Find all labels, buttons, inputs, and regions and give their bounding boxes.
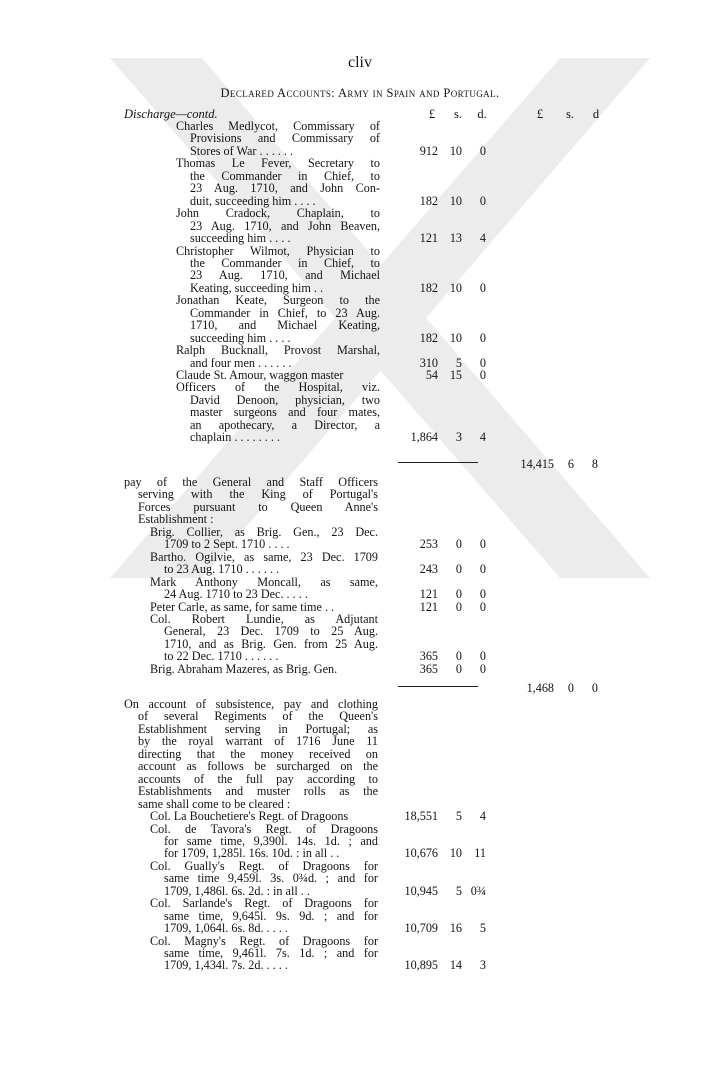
entry-line: same time, 9,461l. 7s. 1d. ; and for [164,946,378,960]
section-total-shillings: 0 [567,681,574,695]
entry-line: the Commander in Chief, to [190,168,380,183]
entry-line: master surgeons and four mates, [190,405,380,420]
entry-line: Commander in Chief, to 23 Aug. [190,305,380,320]
entry-line: 1709 to 2 Sept. 1710 . . . . [164,537,290,552]
entry-line: Jonathan Keate, Surgeon to the [176,293,380,308]
entry-amount-pence: 4 [479,430,486,445]
header-pence-2: d [592,107,600,121]
entry-line: Brig. Collier, as Brig. Gen., 23 Dec. [150,524,378,539]
entry-amount-shillings: 14 [449,958,462,973]
entry-line: for 1709, 1,285l. 16s. 10d. : in all . . [164,846,340,861]
entry-amount-pounds: 121 [419,599,438,614]
entry-amount-shillings: 0 [455,661,462,676]
section-total-pence: 0 [591,681,598,695]
entry-amount-pence: 0 [479,562,486,577]
entry-amount-shillings: 0 [455,537,462,552]
entry-amount-shillings: 10 [449,280,462,295]
intro-line: directing that the money received on [138,746,378,761]
entry-line: Mark Anthony Moncall, as same, [150,574,378,589]
intro-line: On account of subsistence, pay and clothing [124,697,378,711]
entry-line: Christopher Wilmot, Physician to [176,243,380,258]
entry-amount-pence: 3 [479,958,486,973]
section-total-pounds: 1,468 [526,681,554,695]
discharge-label: Discharge—contd. [124,107,218,121]
entry-amount-shillings: 5 [455,355,462,370]
intro-line: Forces pursuant to Queen Anne's [138,499,378,514]
entry-line: John Cradock, Chaplain, to [176,206,380,221]
intro-line: pay of the General and Staff Officers [124,475,378,489]
entry-amount-pounds: 310 [419,355,438,370]
entry-line: to 22 Dec. 1710 . . . . . . [164,649,279,664]
entry-amount-pence: 0 [479,599,486,614]
entry-line: 23 Aug. 1710, and Michael [190,268,380,283]
entry-amount-pounds: 253 [419,537,438,552]
entry-line: 23 Aug. 1710, and John Con- [190,181,380,196]
entry-amount-pounds: 54 [425,368,438,382]
entry-line: 1709, 1,064l. 6s. 8d. . . . . [164,921,288,936]
entry-amount-pounds: 121 [419,231,438,246]
entry-amount-pence: 0 [479,537,486,552]
subtotal-rule [398,462,478,463]
entry-line: chaplain . . . . . . . . [190,430,281,445]
entry-line: same time, 9,645l. 9s. 9d. ; and for [164,908,378,923]
entry-amount-pence: 0 [479,649,486,664]
entry-amount-shillings: 0 [455,599,462,614]
header-shillings-2: s. [566,107,574,121]
entry-amount-shillings: 10 [449,143,462,158]
entry-line: Claude St. Amour, waggon master [176,368,344,382]
entry-amount-shillings: 10 [449,330,462,345]
entry-amount-pounds: 182 [419,280,438,295]
entry-amount-shillings: 0 [455,562,462,577]
entry-line: David Denoon, physician, two [190,392,380,407]
section-total-pence: 8 [591,457,598,471]
entry-amount-shillings: 0 [455,649,462,664]
entry-amount-shillings: 13 [449,231,462,246]
entry-amount-pounds: 18,551 [404,809,438,824]
entry-amount-pence: 0¾ [470,883,486,898]
entry-amount-pounds: 182 [419,330,438,345]
intro-line: Establishments and muster rolls as the [138,784,378,799]
entry-amount-pence: 0 [479,661,486,676]
entry-line: Peter Carle, as same, for same time . . [150,599,335,614]
entry-amount-pounds: 10,709 [404,921,438,936]
entry-amount-shillings: 10 [449,846,462,861]
entry-line: 23 Aug. 1710, and John Beaven, [190,218,380,233]
entry-line: for same time, 9,390l. 14s. 1d. ; and [164,833,378,848]
entry-amount-shillings: 10 [449,193,462,208]
entry-line: General, 23 Dec. 1709 to 25 Aug. [164,624,378,639]
entry-amount-pounds: 1,864 [410,430,438,445]
intro-line: serving with the King of Portugal's [138,487,378,502]
entry-line: 24 Aug. 1710 to 23 Dec. . . . . [164,587,308,602]
entry-line: Brig. Abraham Mazeres, as Brig. Gen. [150,661,338,676]
page-number: cliv [348,54,372,71]
header-pounds-1: £ [428,107,436,121]
entry-amount-pounds: 243 [419,562,438,577]
entry-amount-shillings: 16 [449,921,462,936]
entry-amount-pence: 0 [479,587,486,602]
entry-amount-pounds: 121 [419,587,438,602]
entry-line: same time 9,459l. 3s. 0¾d. ; and for [164,871,378,886]
section-total-shillings: 6 [567,457,574,471]
entry-line: 1710, and Michael Keating, [190,318,380,333]
intro-line: accounts of the full pay according to [138,771,378,786]
entry-amount-shillings: 3 [455,430,462,445]
entry-line: Col. Robert Lundie, as Adjutant [150,611,378,626]
subtotal-rule [398,686,478,687]
entry-line: 1709, 1,434l. 7s. 2d. . . . . [164,958,288,973]
entry-line: an apothecary, a Director, a [190,417,380,432]
header-pounds-2: £ [536,107,544,121]
entry-line: Provisions and Commissary of [190,131,380,146]
entry-line: succeeding him . . . . [190,330,291,345]
entry-amount-pounds: 912 [419,143,438,158]
entry-amount-pounds: 365 [419,661,438,676]
entry-line: succeeding him . . . . [190,231,291,246]
entry-amount-shillings: 15 [449,368,462,382]
page-title: Declared Accounts: Army in Spain and Portugal. [220,86,500,100]
entry-line: Col. de Tavora's Regt. of Dragoons [150,821,378,836]
entry-line: the Commander in Chief, to [190,255,380,270]
entry-line: Stores of War . . . . . . [190,143,294,158]
intro-line: of several Regiments of the Queen's [138,709,378,724]
entry-amount-pence: 0 [479,330,486,345]
entry-amount-shillings: 0 [455,587,462,602]
entry-amount-pounds: 10,676 [404,846,438,861]
header-pence-1: d. [477,107,487,121]
intro-line: Establishment serving in Portugal; as [138,721,378,736]
entry-line: Keating, succeeding him . . [190,280,324,295]
entry-line: Col. La Bouchetiere's Regt. of Dragoons [150,809,349,824]
intro-line: Establishment : [138,512,214,527]
section-total-pounds: 14,415 [520,457,554,471]
entry-line: Col. Gually's Regt. of Dragoons for [150,858,378,873]
entry-amount-shillings: 5 [455,809,462,824]
entry-amount-pence: 11 [474,846,486,861]
intro-line: same shall come to be cleared : [138,796,291,811]
entry-line: Thomas Le Fever, Secretary to [176,156,380,171]
entry-line: Bartho. Ogilvie, as same, 23 Dec. 1709 [150,549,378,564]
entry-amount-pence: 0 [479,355,486,370]
entry-line: duit, succeeding him . . . . [190,193,316,208]
entry-line: to 23 Aug. 1710 . . . . . . [164,562,280,577]
entry-amount-pounds: 10,895 [404,958,438,973]
entry-amount-pounds: 10,945 [404,883,438,898]
entry-amount-shillings: 5 [455,883,462,898]
entry-amount-pence: 0 [479,368,486,382]
entry-amount-pence: 5 [479,921,486,936]
entry-line: and four men . . . . . . [190,355,292,370]
entry-line: 1710, and as Brig. Gen. from 25 Aug. [164,636,378,651]
entry-line: Col. Sarlande's Regt. of Dragoons for [150,896,378,911]
entry-line: Officers of the Hospital, viz. [176,380,380,395]
entry-amount-pence: 4 [479,231,486,246]
entry-amount-pence: 0 [479,193,486,208]
intro-line: by the royal warrant of 1716 June 11 [138,734,378,749]
entry-amount-pence: 4 [479,809,486,824]
entry-line: Charles Medlycot, Commissary of [176,119,380,133]
header-shillings-1: s. [454,107,462,121]
entry-amount-pounds: 365 [419,649,438,664]
entry-line: 1709, 1,486l. 6s. 2d. : in all . . [164,883,310,898]
intro-line: account as follows be surcharged on the [138,759,378,774]
entry-line: Col. Magny's Regt. of Dragoons for [150,933,378,948]
entry-amount-pounds: 182 [419,193,438,208]
entry-amount-pence: 0 [479,143,486,158]
entry-amount-pence: 0 [479,280,486,295]
entry-line: Ralph Bucknall, Provost Marshal, [176,343,380,358]
